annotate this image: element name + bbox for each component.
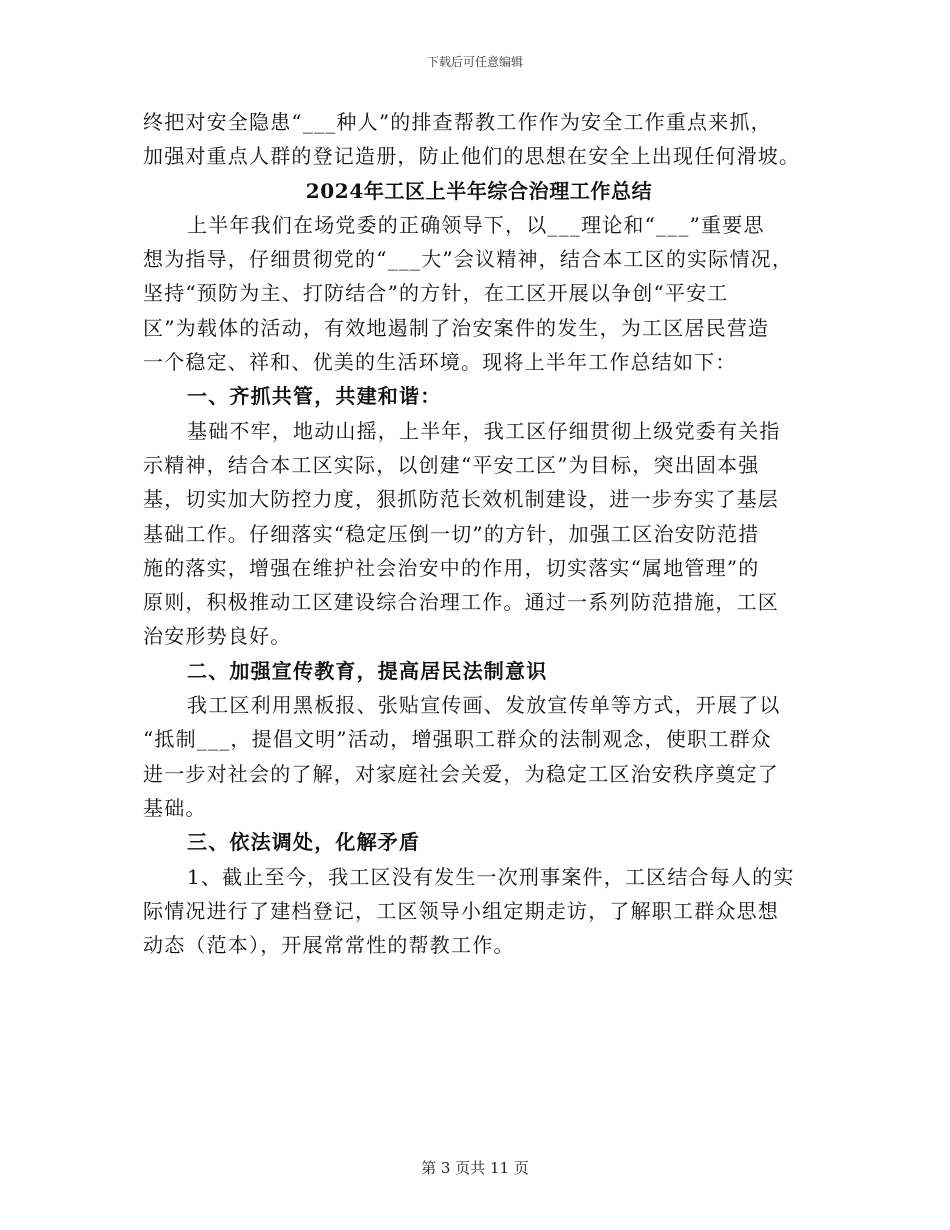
paragraph-line: 区”为载体的活动，有效地遏制了治安案件的发生，为工区居民营造 [143, 315, 770, 340]
paragraph-line: “抵制___，提倡文明”活动，增强职工群众的法制观念，使职工群众 [143, 727, 772, 752]
paragraph-line: 1、截止至今，我工区没有发生一次刑事案件，工区结合每人的实 [187, 864, 795, 889]
paragraph-line: 坚持“预防为主、打防结合”的方针，在工区开展以争创“平安工 [143, 281, 729, 306]
paragraph-line: 一个稳定、祥和、优美的生活环境。现将上半年工作总结如下： [143, 350, 737, 375]
paragraph-line: 原则，积极推动工区建设综合治理工作。通过一系列防范措施，工区 [143, 590, 779, 615]
paragraph-line: 示精神，结合本工区实际，以创建“平安工区”为目标，突出固本强 [143, 452, 760, 477]
paragraph-line: 上半年我们在场党委的正确领导下，以___理论和“___”重要思 [187, 212, 765, 237]
paragraph-line: 想为指导，仔细贯彻党的“___大”会议精神，结合本工区的实际情况， [143, 247, 794, 272]
document-title: 2024年工区上半年综合治理工作总结 [305, 178, 653, 203]
paragraph-line: 际情况进行了建档登记，工区领导小组定期走访，了解职工群众思想 [143, 898, 779, 923]
section-heading: 三、依法调处，化解矛盾 [187, 830, 421, 855]
paragraph-line: 基础不牢，地动山摇，上半年，我工区仔细贯彻上级党委有关指 [187, 418, 781, 443]
paragraph-line: 基础工作。仔细落实“稳定压倒一切”的方针，加强工区治安防范措 [143, 521, 760, 546]
paragraph-line: 施的落实，增强在维护社会治安中的作用，切实落实“属地管理”的 [143, 555, 760, 580]
paragraph-line: 加强对重点人群的登记造册，防止他们的思想在安全上出现任何滑坡。 [143, 144, 801, 169]
page-footer: 第 3 页共 11 页 [421, 1159, 529, 1177]
page-header: 下载后可任意编辑 [426, 55, 523, 69]
section-heading: 二、加强宣传教育，提高居民法制意识 [187, 658, 548, 683]
paragraph-line: 基，切实加大防控力度，狠抓防范长效机制建设，进一步夯实了基层 [143, 487, 779, 512]
document-body [143, 105, 815, 962]
paragraph-line: 基础。 [143, 795, 207, 820]
paragraph-line: 治安形势良好。 [143, 624, 292, 649]
paragraph-line: 终把对安全隐患“___种人”的排查帮教工作作为安全工作重点来抓， [143, 110, 772, 134]
paragraph-line: 进一步对社会的了解，对家庭社会关爱，为稳定工区治安秩序奠定了 [143, 761, 779, 786]
paragraph-line: 动态（范本），开展常常性的帮教工作。 [143, 933, 515, 958]
section-heading: 一、齐抓共管，共建和谐： [187, 384, 442, 409]
paragraph-line: 我工区利用黑板报、张贴宣传画、发放宣传单等方式，开展了以 [187, 693, 781, 718]
